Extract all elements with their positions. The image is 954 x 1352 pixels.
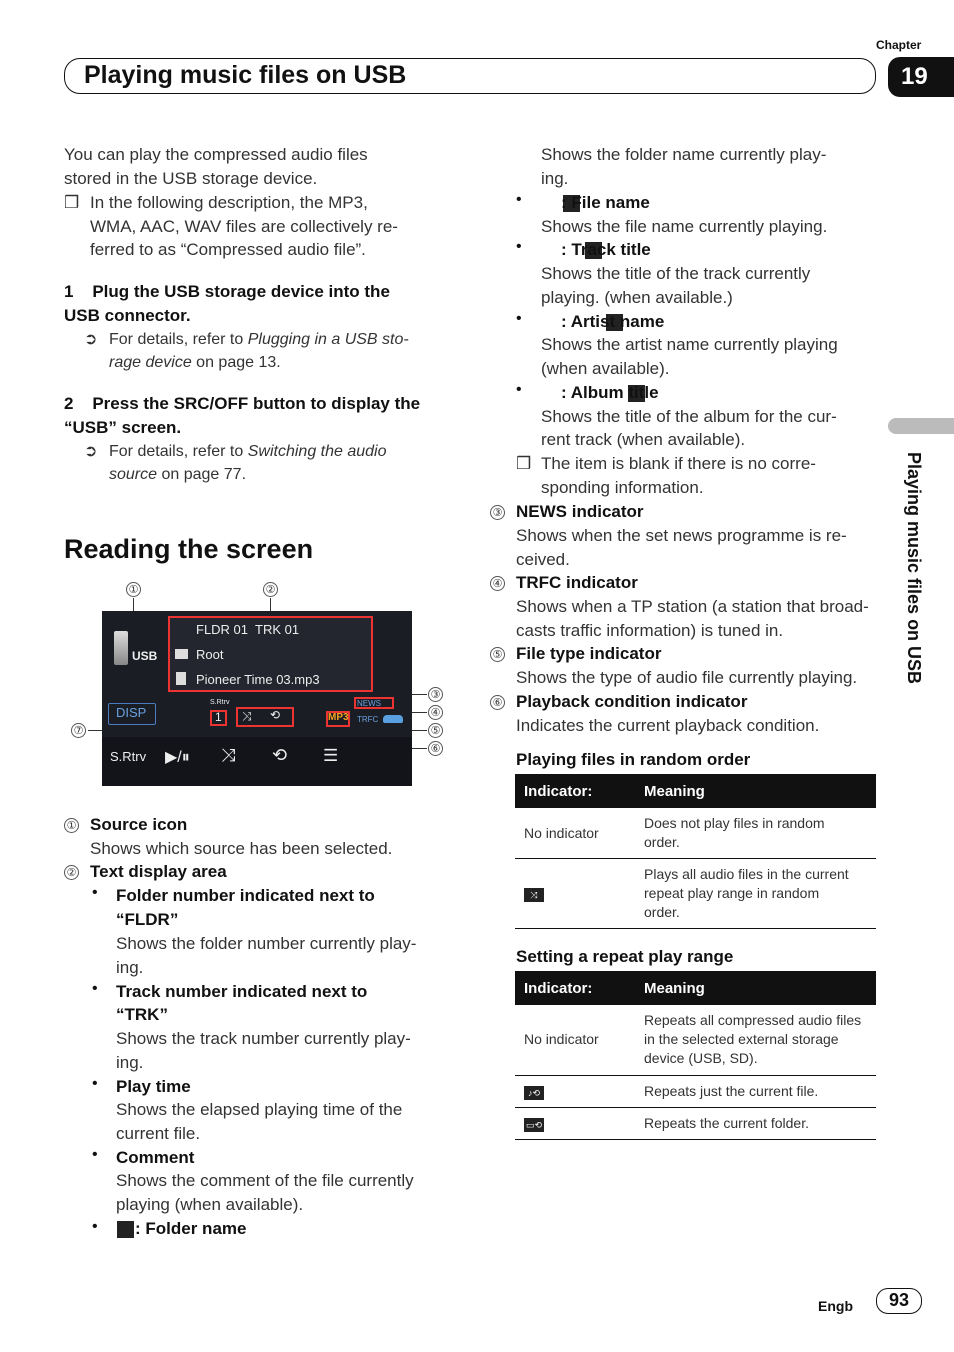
intro-note: WMA, AAC, WAV files are collectively re- — [90, 217, 398, 236]
step-2-ref — [109, 463, 246, 486]
leader-line — [410, 712, 427, 713]
table-row — [515, 1107, 876, 1139]
bullet-title: : Track title — [561, 240, 651, 259]
table-cell: Repeats just the current file. — [635, 1075, 876, 1107]
mp3-indicator: MP3 — [328, 712, 349, 723]
random-icon: ⤨ — [524, 888, 544, 902]
table-cell: No indicator — [515, 1005, 635, 1075]
random-indicator-icon: ⤨ — [242, 709, 252, 723]
bullet-desc: Shows the title of the track currently — [541, 264, 811, 283]
folder-desc: ing. — [541, 169, 569, 188]
random-table — [515, 774, 876, 929]
usb-stick-icon — [114, 631, 128, 665]
bullet-title: Play time — [116, 1077, 191, 1096]
bullet-title: : Folder name — [135, 1219, 247, 1238]
fldr-trk-text: FLDR 01 TRK 01 — [196, 622, 300, 637]
intro-note: In the following description, the MP3, — [90, 193, 368, 212]
table-header: Indicator: — [515, 774, 635, 808]
ref-text: on page 77. — [161, 466, 247, 483]
step-1-ref — [109, 351, 281, 374]
step-1-heading: 1 Plug the USB storage device into the — [64, 282, 390, 301]
bullet-desc: ing. — [116, 1053, 144, 1072]
folder-desc: Shows the folder name currently play- — [541, 145, 827, 164]
table-cell: Repeats the current folder. — [635, 1107, 876, 1139]
srtrv-indicator: S.Rtrv — [210, 699, 230, 706]
item-num: ⑥ — [490, 695, 505, 710]
bullet-desc: ing. — [116, 958, 144, 977]
list-button[interactable]: ☰ — [323, 746, 339, 765]
item-num: ② — [64, 865, 79, 880]
item-desc: Shows which source has been selected. — [90, 839, 393, 858]
repeat-folder-icon: ▭⟲ — [525, 1119, 543, 1130]
note-symbol: ❒ — [64, 193, 80, 212]
table-cell: Does not play files in random order. — [635, 808, 876, 859]
table-header-row — [515, 774, 876, 808]
repeat-table — [515, 971, 876, 1140]
callout-4: ④ — [428, 705, 443, 720]
bullet-title: Comment — [116, 1148, 195, 1167]
bullet-desc: Shows the file name currently playing. — [541, 217, 828, 236]
bullet: • — [516, 310, 522, 327]
item-desc: Shows when a TP station (a station that broad- — [516, 597, 869, 616]
table-header-row — [515, 971, 876, 1005]
intro-line: stored in the USB storage device. — [64, 169, 318, 188]
footer-lang: Engb — [818, 1298, 853, 1314]
bullet-title: : Artist name — [561, 312, 665, 331]
table-row — [515, 1075, 876, 1107]
side-tab — [888, 418, 954, 434]
item-desc: ceived. — [516, 550, 570, 569]
bullet-desc: playing. (when available.) — [541, 288, 733, 307]
table-cell: Plays all audio files in the current repeat play range in random order. — [635, 859, 876, 929]
item-title: NEWS indicator — [516, 502, 644, 521]
usb-screen-illustration — [102, 611, 412, 786]
table-cell: No indicator — [515, 808, 635, 859]
folder-name-text: Root — [196, 647, 224, 662]
bullet-title: : File name — [561, 193, 650, 212]
intro-line: You can play the compressed audio files — [64, 145, 368, 164]
page-number: 93 — [888, 1290, 910, 1310]
ref-link[interactable]: source — [109, 466, 158, 483]
item-num: ⑤ — [490, 647, 505, 662]
repeat-indicator-icon: ⟲ — [270, 708, 281, 722]
srtrv-button[interactable]: S.Rtrv — [110, 749, 147, 764]
random-table-title: Playing files in random order — [516, 750, 751, 769]
step-2-ref — [109, 440, 387, 463]
callout-5: ⑤ — [428, 723, 443, 738]
news-indicator: NEWS — [357, 699, 381, 708]
ref-link[interactable]: Switching the audio — [247, 443, 387, 460]
repeat-track-icon: ♪⟲ — [524, 1086, 544, 1100]
item-desc: Indicates the current playback condition. — [516, 716, 820, 735]
item-title: Playback condition indicator — [516, 692, 748, 711]
bullet-desc: Shows the title of the album for the cur- — [541, 407, 837, 426]
blank-note: sponding information. — [541, 478, 704, 497]
button-bar — [102, 737, 412, 786]
table-cell — [515, 1075, 635, 1107]
bullet-title: “FLDR” — [116, 910, 179, 929]
item-title: Text display area — [90, 862, 227, 881]
note-symbol: ❒ — [516, 454, 532, 473]
callout-2: ② — [263, 582, 278, 597]
bullet-desc: (when available). — [541, 359, 670, 378]
table-cell — [515, 859, 635, 929]
bullet-desc: rent track (when available). — [541, 430, 746, 449]
bullet-desc: Shows the artist name currently playing — [541, 335, 838, 354]
step-1-heading: USB connector. — [64, 306, 191, 325]
bullet: • — [92, 1075, 98, 1092]
bullet: • — [92, 884, 98, 901]
file-name-text: Pioneer Time 03.mp3 — [196, 672, 320, 687]
step-2-heading: 2 Press the SRC/OFF button to display the — [64, 394, 421, 413]
bullet-title: : Album title — [561, 383, 659, 402]
blank-note: The item is blank if there is no corre- — [541, 454, 816, 473]
bullet-desc: current file. — [116, 1124, 201, 1143]
step-1-ref — [109, 328, 409, 351]
item-desc: Shows the type of audio file currently playing. — [516, 668, 858, 687]
chapter-number: 19 — [888, 57, 954, 97]
side-section-label: Playing music files on USB — [904, 452, 924, 685]
item-desc: Shows when the set news programme is re- — [516, 526, 847, 545]
folder-icon — [175, 649, 188, 659]
item-title: File type indicator — [516, 644, 662, 663]
bullet-title: Track number indicated next to — [116, 982, 368, 1001]
folder-icon — [117, 1221, 134, 1238]
disp-button-label: DISP — [116, 705, 147, 720]
step-2-heading: “USB” screen. — [64, 418, 182, 437]
usb-source-label: USB — [132, 649, 158, 663]
ref-text: For details, refer to — [109, 443, 244, 460]
ref-text: on page 13. — [196, 354, 281, 371]
play-pause-button[interactable]: ▶/⏸ — [165, 749, 190, 766]
file-icon — [176, 672, 186, 685]
trfc-indicator: TRFC — [357, 715, 379, 724]
table-header: Indicator: — [515, 971, 635, 1005]
bullet-desc: Shows the track number currently play- — [116, 1029, 411, 1048]
table-row — [515, 859, 876, 929]
bullet: • — [92, 980, 98, 997]
callout-6: ⑥ — [428, 741, 443, 756]
car-icon — [383, 715, 403, 723]
bullet-desc: Shows the folder number currently play- — [116, 934, 417, 953]
bullet-desc: Shows the elapsed playing time of the — [116, 1100, 403, 1119]
bullet-title: Folder number indicated next to — [116, 886, 375, 905]
bullet-desc: Shows the comment of the file currently — [116, 1171, 414, 1190]
random-button[interactable]: ⤨ — [221, 745, 236, 765]
intro-note: ferred to as “Compressed audio file”. — [90, 240, 366, 259]
item-desc: casts traffic information) is tuned in. — [516, 621, 784, 640]
item-title: TRFC indicator — [516, 573, 638, 592]
table-row — [515, 1005, 876, 1075]
ref-text: For details, refer to — [109, 331, 244, 348]
bullet: • — [516, 238, 522, 255]
repeat-table-title: Setting a repeat play range — [516, 947, 734, 966]
bullet: • — [516, 191, 522, 208]
table-header: Meaning — [635, 971, 876, 1005]
item-num: ④ — [490, 576, 505, 591]
table-row — [515, 808, 876, 859]
bullet-title: “TRK” — [116, 1005, 168, 1024]
repeat-button[interactable]: ⟲ — [272, 745, 288, 765]
srtrv-level: 1 — [215, 710, 222, 724]
arrow-icon: ➲ — [84, 443, 98, 460]
callout-7: ⑦ — [71, 723, 86, 738]
item-num: ① — [64, 818, 79, 833]
ref-link[interactable]: Plugging in a USB sto- — [247, 331, 409, 348]
chapter-label: Chapter — [876, 38, 922, 52]
section-title: Reading the screen — [64, 534, 314, 564]
callout-1: ① — [126, 582, 141, 597]
page-title: Playing music files on USB — [84, 61, 407, 89]
arrow-icon: ➲ — [84, 331, 98, 348]
item-num: ③ — [490, 505, 505, 520]
item-title: Source icon — [90, 815, 188, 834]
bullet: • — [516, 381, 522, 398]
callout-3: ③ — [428, 687, 443, 702]
table-cell: Repeats all compressed audio files in the selected external storage device (USB, SD). — [635, 1005, 876, 1075]
ref-link[interactable]: rage device — [109, 354, 192, 371]
bullet: • — [92, 1146, 98, 1163]
table-header: Meaning — [635, 774, 876, 808]
table-cell — [515, 1107, 635, 1139]
bullet: • — [92, 1218, 98, 1235]
bullet-desc: playing (when available). — [116, 1195, 304, 1214]
